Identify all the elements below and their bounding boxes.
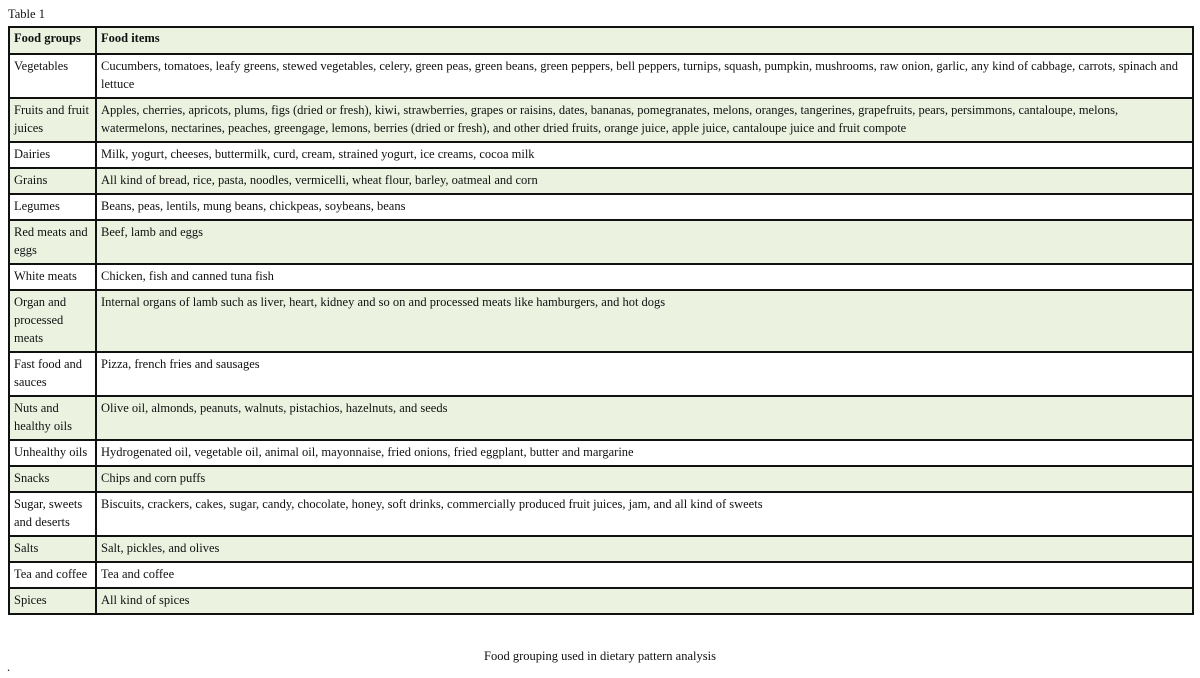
food-items-cell: Chicken, fish and canned tuna fish (96, 264, 1193, 290)
table-row (9, 220, 1193, 264)
food-group-cell: Red meats and eggs (9, 220, 96, 264)
header-food-groups: Food groups (9, 27, 96, 54)
table-row (9, 536, 1193, 562)
table-row (9, 54, 1193, 98)
table-label: Table 1 (8, 7, 45, 21)
food-items-cell: Hydrogenated oil, vegetable oil, animal oil, mayonnaise, fried onions, fried eggplant, butter and margarine (96, 440, 1193, 466)
food-group-cell: Fast food and sauces (9, 352, 96, 396)
table-row (9, 352, 1193, 396)
table-row (9, 396, 1193, 440)
food-group-cell: Snacks (9, 466, 96, 492)
food-group-cell: Salts (9, 536, 96, 562)
table-row (9, 142, 1193, 168)
food-items-cell: Salt, pickles, and olives (96, 536, 1193, 562)
food-items-cell: All kind of bread, rice, pasta, noodles, vermicelli, wheat flour, barley, oatmeal and corn (96, 168, 1193, 194)
table-row (9, 492, 1193, 536)
food-group-cell: Dairies (9, 142, 96, 168)
header-food-items: Food items (96, 27, 1193, 54)
food-items-cell: Chips and corn puffs (96, 466, 1193, 492)
food-items-cell: Beans, peas, lentils, mung beans, chickpeas, soybeans, beans (96, 194, 1193, 220)
table-row (9, 264, 1193, 290)
food-items-cell: All kind of spices (96, 588, 1193, 614)
table-row (9, 440, 1193, 466)
food-items-cell: Tea and coffee (96, 562, 1193, 588)
table-row (9, 290, 1193, 352)
food-group-cell: White meats (9, 264, 96, 290)
food-items-cell: Milk, yogurt, cheeses, buttermilk, curd, cream, strained yogurt, ice creams, cocoa milk (96, 142, 1193, 168)
table-caption: Food grouping used in dietary pattern analysis (484, 649, 716, 663)
table-row (9, 562, 1193, 588)
food-items-cell: Internal organs of lamb such as liver, heart, kidney and so on and processed meats like hamburgers, and hot dogs (96, 290, 1193, 352)
table-row (9, 168, 1193, 194)
food-group-cell: Grains (9, 168, 96, 194)
food-items-cell: Biscuits, crackers, cakes, sugar, candy, chocolate, honey, soft drinks, commercially produced fruit juices, jam, and all kind of sweets (96, 492, 1193, 536)
food-items-cell: Pizza, french fries and sausages (96, 352, 1193, 396)
food-group-cell: Spices (9, 588, 96, 614)
table-row (9, 98, 1193, 142)
food-items-cell: Cucumbers, tomatoes, leafy greens, stewed vegetables, celery, green peas, green beans, green peppers, bell peppers, turnips, squash, pumpkin, mushrooms, raw onion, garlic, any kind of cabbage, carrots, spinach and lettuce (96, 54, 1193, 98)
table-row (9, 588, 1193, 614)
food-items-cell: Beef, lamb and eggs (96, 220, 1193, 264)
food-items-cell: Olive oil, almonds, peanuts, walnuts, pistachios, hazelnuts, and seeds (96, 396, 1193, 440)
food-items-cell: Apples, cherries, apricots, plums, figs (dried or fresh), kiwi, strawberries, grapes or raisins, dates, bananas, pomegranates, melons, oranges, tangerines, grapefruits, pears, persimmons, cantaloupe, melons, watermelons, nectarines, peaches, greengage, lemons, berries (dried or fresh), and other dried fruits, orange juice, apple juice, cantaloupe juice and fruit compote (96, 98, 1193, 142)
trailing-mark: . (7, 660, 11, 674)
table-header-row (9, 27, 1193, 54)
food-group-cell: Vegetables (9, 54, 96, 98)
food-group-cell: Tea and coffee (9, 562, 96, 588)
food-group-cell: Legumes (9, 194, 96, 220)
food-group-cell: Nuts and healthy oils (9, 396, 96, 440)
table-row (9, 194, 1193, 220)
food-group-cell: Sugar, sweets and deserts (9, 492, 96, 536)
food-group-cell: Organ and processed meats (9, 290, 96, 352)
table-row (9, 466, 1193, 492)
food-grouping-table (8, 26, 1194, 615)
food-group-cell: Unhealthy oils (9, 440, 96, 466)
food-group-cell: Fruits and fruit juices (9, 98, 96, 142)
